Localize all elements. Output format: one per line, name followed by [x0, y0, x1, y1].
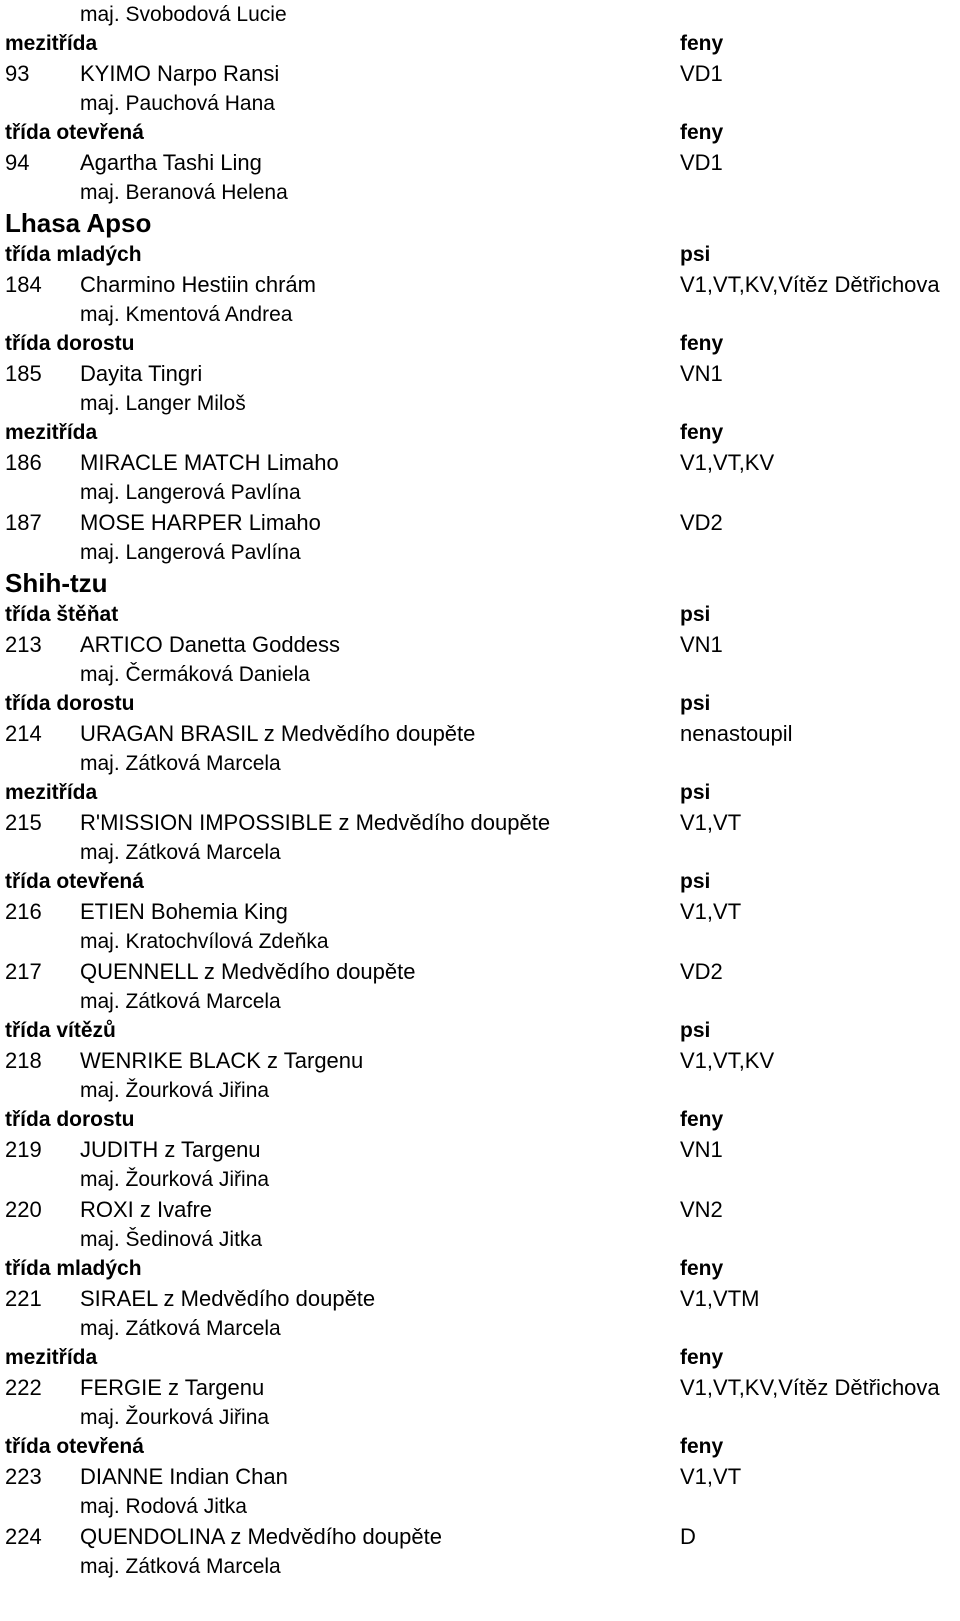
- owner-name: maj. Zátková Marcela: [80, 1555, 281, 1578]
- result: VN2: [680, 1197, 723, 1222]
- class-header: [5, 1254, 960, 1283]
- class-header: [5, 1105, 960, 1134]
- class-header: [5, 600, 960, 629]
- class-name: mezitřída: [5, 32, 98, 55]
- sex-label: feny: [680, 421, 724, 444]
- owner-name: maj. Zátková Marcela: [80, 990, 281, 1013]
- catalog-number: 219: [5, 1137, 42, 1162]
- entry-row: [5, 1283, 960, 1314]
- dog-name: Agartha Tashi Ling: [80, 150, 262, 175]
- class-name: třída dorostu: [5, 332, 135, 355]
- result: V1,VT: [680, 1464, 742, 1489]
- sex-label: psi: [680, 1019, 711, 1042]
- sex-label: feny: [680, 1435, 724, 1458]
- class-name: třída vítězů: [5, 1019, 116, 1042]
- owner-name: maj. Šedinová Jitka: [80, 1228, 263, 1251]
- owner-row: [5, 389, 960, 418]
- class-header: [5, 867, 960, 896]
- sex-label: feny: [680, 332, 724, 355]
- entry-row: [5, 58, 960, 89]
- sex-label: feny: [680, 121, 724, 144]
- dog-name: FERGIE z Targenu: [80, 1375, 265, 1400]
- owner-row: [5, 749, 960, 778]
- dog-name: SIRAEL z Medvědího doupěte: [80, 1286, 376, 1311]
- owner-name: maj. Žourková Jiřina: [80, 1079, 270, 1102]
- dog-name: ROXI z Ivafre: [80, 1197, 213, 1222]
- sex-label: psi: [680, 243, 711, 266]
- dog-name: R'MISSION IMPOSSIBLE z Medvědího doupěte: [80, 810, 551, 835]
- result: V1,VT,KV: [680, 450, 775, 475]
- catalog-number: 93: [5, 61, 30, 86]
- owner-row: [5, 178, 960, 207]
- dog-name: Dayita Tingri: [80, 361, 203, 386]
- class-name: třída otevřená: [5, 870, 144, 893]
- class-header: [5, 1343, 960, 1372]
- class-name: třída štěňat: [5, 603, 119, 626]
- result: VD2: [680, 510, 723, 535]
- owner-row: [5, 1225, 960, 1254]
- owner-name: maj. Langerová Pavlína: [80, 541, 301, 564]
- entry-row: [5, 147, 960, 178]
- class-header: [5, 778, 960, 807]
- catalog-number: 223: [5, 1464, 42, 1489]
- result: V1,VT,KV,Vítěz Dětřichova: [680, 272, 940, 297]
- sex-label: feny: [680, 1346, 724, 1369]
- owner-row: [5, 1552, 960, 1581]
- dog-name: ARTICO Danetta Goddess: [80, 632, 341, 657]
- class-name: mezitřída: [5, 421, 98, 444]
- entry-row: [5, 629, 960, 660]
- entry-row: [5, 1045, 960, 1076]
- owner-name: maj. Zátková Marcela: [80, 841, 281, 864]
- class-header: [5, 689, 960, 718]
- entry-row: [5, 956, 960, 987]
- owner-row: [5, 1403, 960, 1432]
- class-header: [5, 29, 960, 58]
- result: VN1: [680, 632, 723, 657]
- owner-name: maj. Zátková Marcela: [80, 1317, 281, 1340]
- catalog-number: 214: [5, 721, 42, 746]
- owner-row: [5, 478, 960, 507]
- owner-row: [5, 927, 960, 956]
- result: V1,VT: [680, 810, 742, 835]
- owner-row: [5, 1314, 960, 1343]
- entry-row: [5, 507, 960, 538]
- catalog-number: 220: [5, 1197, 42, 1222]
- catalog-number: 184: [5, 272, 42, 297]
- catalog-number: 217: [5, 959, 42, 984]
- owner-row: [5, 1076, 960, 1105]
- owner-name: maj. Kratochvílová Zdeňka: [80, 930, 329, 953]
- dog-name: URAGAN BRASIL z Medvědího doupěte: [80, 721, 476, 746]
- class-name: třída otevřená: [5, 121, 144, 144]
- entry-row: [5, 896, 960, 927]
- sex-label: psi: [680, 781, 711, 804]
- catalog-number: 222: [5, 1375, 42, 1400]
- owner-row: [5, 838, 960, 867]
- dog-name: DIANNE Indian Chan: [80, 1464, 288, 1489]
- catalog-number: 218: [5, 1048, 42, 1073]
- entry-row: [5, 1194, 960, 1225]
- owner-row: [5, 300, 960, 329]
- owner-name: maj. Langerová Pavlína: [80, 481, 301, 504]
- entry-row: [5, 718, 960, 749]
- class-name: třída dorostu: [5, 1108, 135, 1131]
- class-header: [5, 1016, 960, 1045]
- class-header: [5, 418, 960, 447]
- owner-name: maj. Rodová Jitka: [80, 1495, 247, 1518]
- breed-name: Lhasa Apso: [5, 208, 152, 238]
- catalog-number: 221: [5, 1286, 42, 1311]
- result: V1,VT,KV: [680, 1048, 775, 1073]
- dog-name: JUDITH z Targenu: [80, 1137, 261, 1162]
- entry-row: [5, 1134, 960, 1165]
- result: V1,VT: [680, 899, 742, 924]
- owner-name: maj. Svobodová Lucie: [80, 3, 287, 26]
- entry-row: [5, 358, 960, 389]
- dog-name: WENRIKE BLACK z Targenu: [80, 1048, 364, 1073]
- class-name: třída otevřená: [5, 1435, 144, 1458]
- owner-name: maj. Zátková Marcela: [80, 752, 281, 775]
- sex-label: feny: [680, 32, 724, 55]
- entry-row: [5, 447, 960, 478]
- entry-row: [5, 1461, 960, 1492]
- sex-label: feny: [680, 1257, 724, 1280]
- owner-name: maj. Pauchová Hana: [80, 92, 275, 115]
- dog-name: Charmino Hestiin chrám: [80, 272, 316, 297]
- breed-heading: [5, 207, 960, 240]
- result: VN1: [680, 1137, 723, 1162]
- dog-name: MIRACLE MATCH Limaho: [80, 450, 339, 475]
- catalog-number: 216: [5, 899, 42, 924]
- class-name: třída dorostu: [5, 692, 135, 715]
- owner-name: maj. Beranová Helena: [80, 181, 288, 204]
- owner-name: maj. Čermáková Daniela: [80, 663, 310, 686]
- catalog-number: 213: [5, 632, 42, 657]
- dog-name: QUENNELL z Medvědího doupěte: [80, 959, 416, 984]
- dog-name: QUENDOLINA z Medvědího doupěte: [80, 1524, 442, 1549]
- sex-label: psi: [680, 870, 711, 893]
- result: VD1: [680, 150, 723, 175]
- owner-row: [5, 0, 960, 29]
- owner-name: maj. Žourková Jiřina: [80, 1406, 270, 1429]
- owner-row: [5, 538, 960, 567]
- sex-label: psi: [680, 603, 711, 626]
- result: VD1: [680, 61, 723, 86]
- owner-name: maj. Langer Miloš: [80, 392, 246, 415]
- owner-row: [5, 1165, 960, 1194]
- result: VN1: [680, 361, 723, 386]
- class-header: [5, 329, 960, 358]
- owner-name: maj. Žourková Jiřina: [80, 1168, 270, 1191]
- catalog-number: 186: [5, 450, 42, 475]
- catalog-number: 94: [5, 150, 30, 175]
- owner-row: [5, 89, 960, 118]
- dog-name: ETIEN Bohemia King: [80, 899, 288, 924]
- result: D: [680, 1524, 696, 1549]
- owner-row: [5, 1492, 960, 1521]
- breed-name: Shih-tzu: [5, 568, 108, 598]
- class-header: [5, 240, 960, 269]
- dog-name: KYIMO Narpo Ransi: [80, 61, 280, 86]
- sex-label: feny: [680, 1108, 724, 1131]
- catalog-number: 224: [5, 1524, 42, 1549]
- class-header: [5, 1432, 960, 1461]
- class-name: třída mladých: [5, 1257, 142, 1280]
- class-name: mezitřída: [5, 1346, 98, 1369]
- dog-name: MOSE HARPER Limaho: [80, 510, 321, 535]
- class-name: třída mladých: [5, 243, 142, 266]
- result: V1,VT,KV,Vítěz Dětřichova: [680, 1375, 940, 1400]
- catalog-number: 185: [5, 361, 42, 386]
- result: VD2: [680, 959, 723, 984]
- catalog-number: 215: [5, 810, 42, 835]
- entry-row: [5, 1521, 960, 1552]
- entry-row: [5, 807, 960, 838]
- owner-row: [5, 660, 960, 689]
- result: nenastoupil: [680, 721, 793, 746]
- class-name: mezitřída: [5, 781, 98, 804]
- sex-label: psi: [680, 692, 711, 715]
- catalog-number: 187: [5, 510, 42, 535]
- class-header: [5, 118, 960, 147]
- owner-row: [5, 987, 960, 1016]
- entry-row: [5, 269, 960, 300]
- result: V1,VTM: [680, 1286, 760, 1311]
- breed-heading: [5, 567, 960, 600]
- owner-name: maj. Kmentová Andrea: [80, 303, 293, 326]
- entry-row: [5, 1372, 960, 1403]
